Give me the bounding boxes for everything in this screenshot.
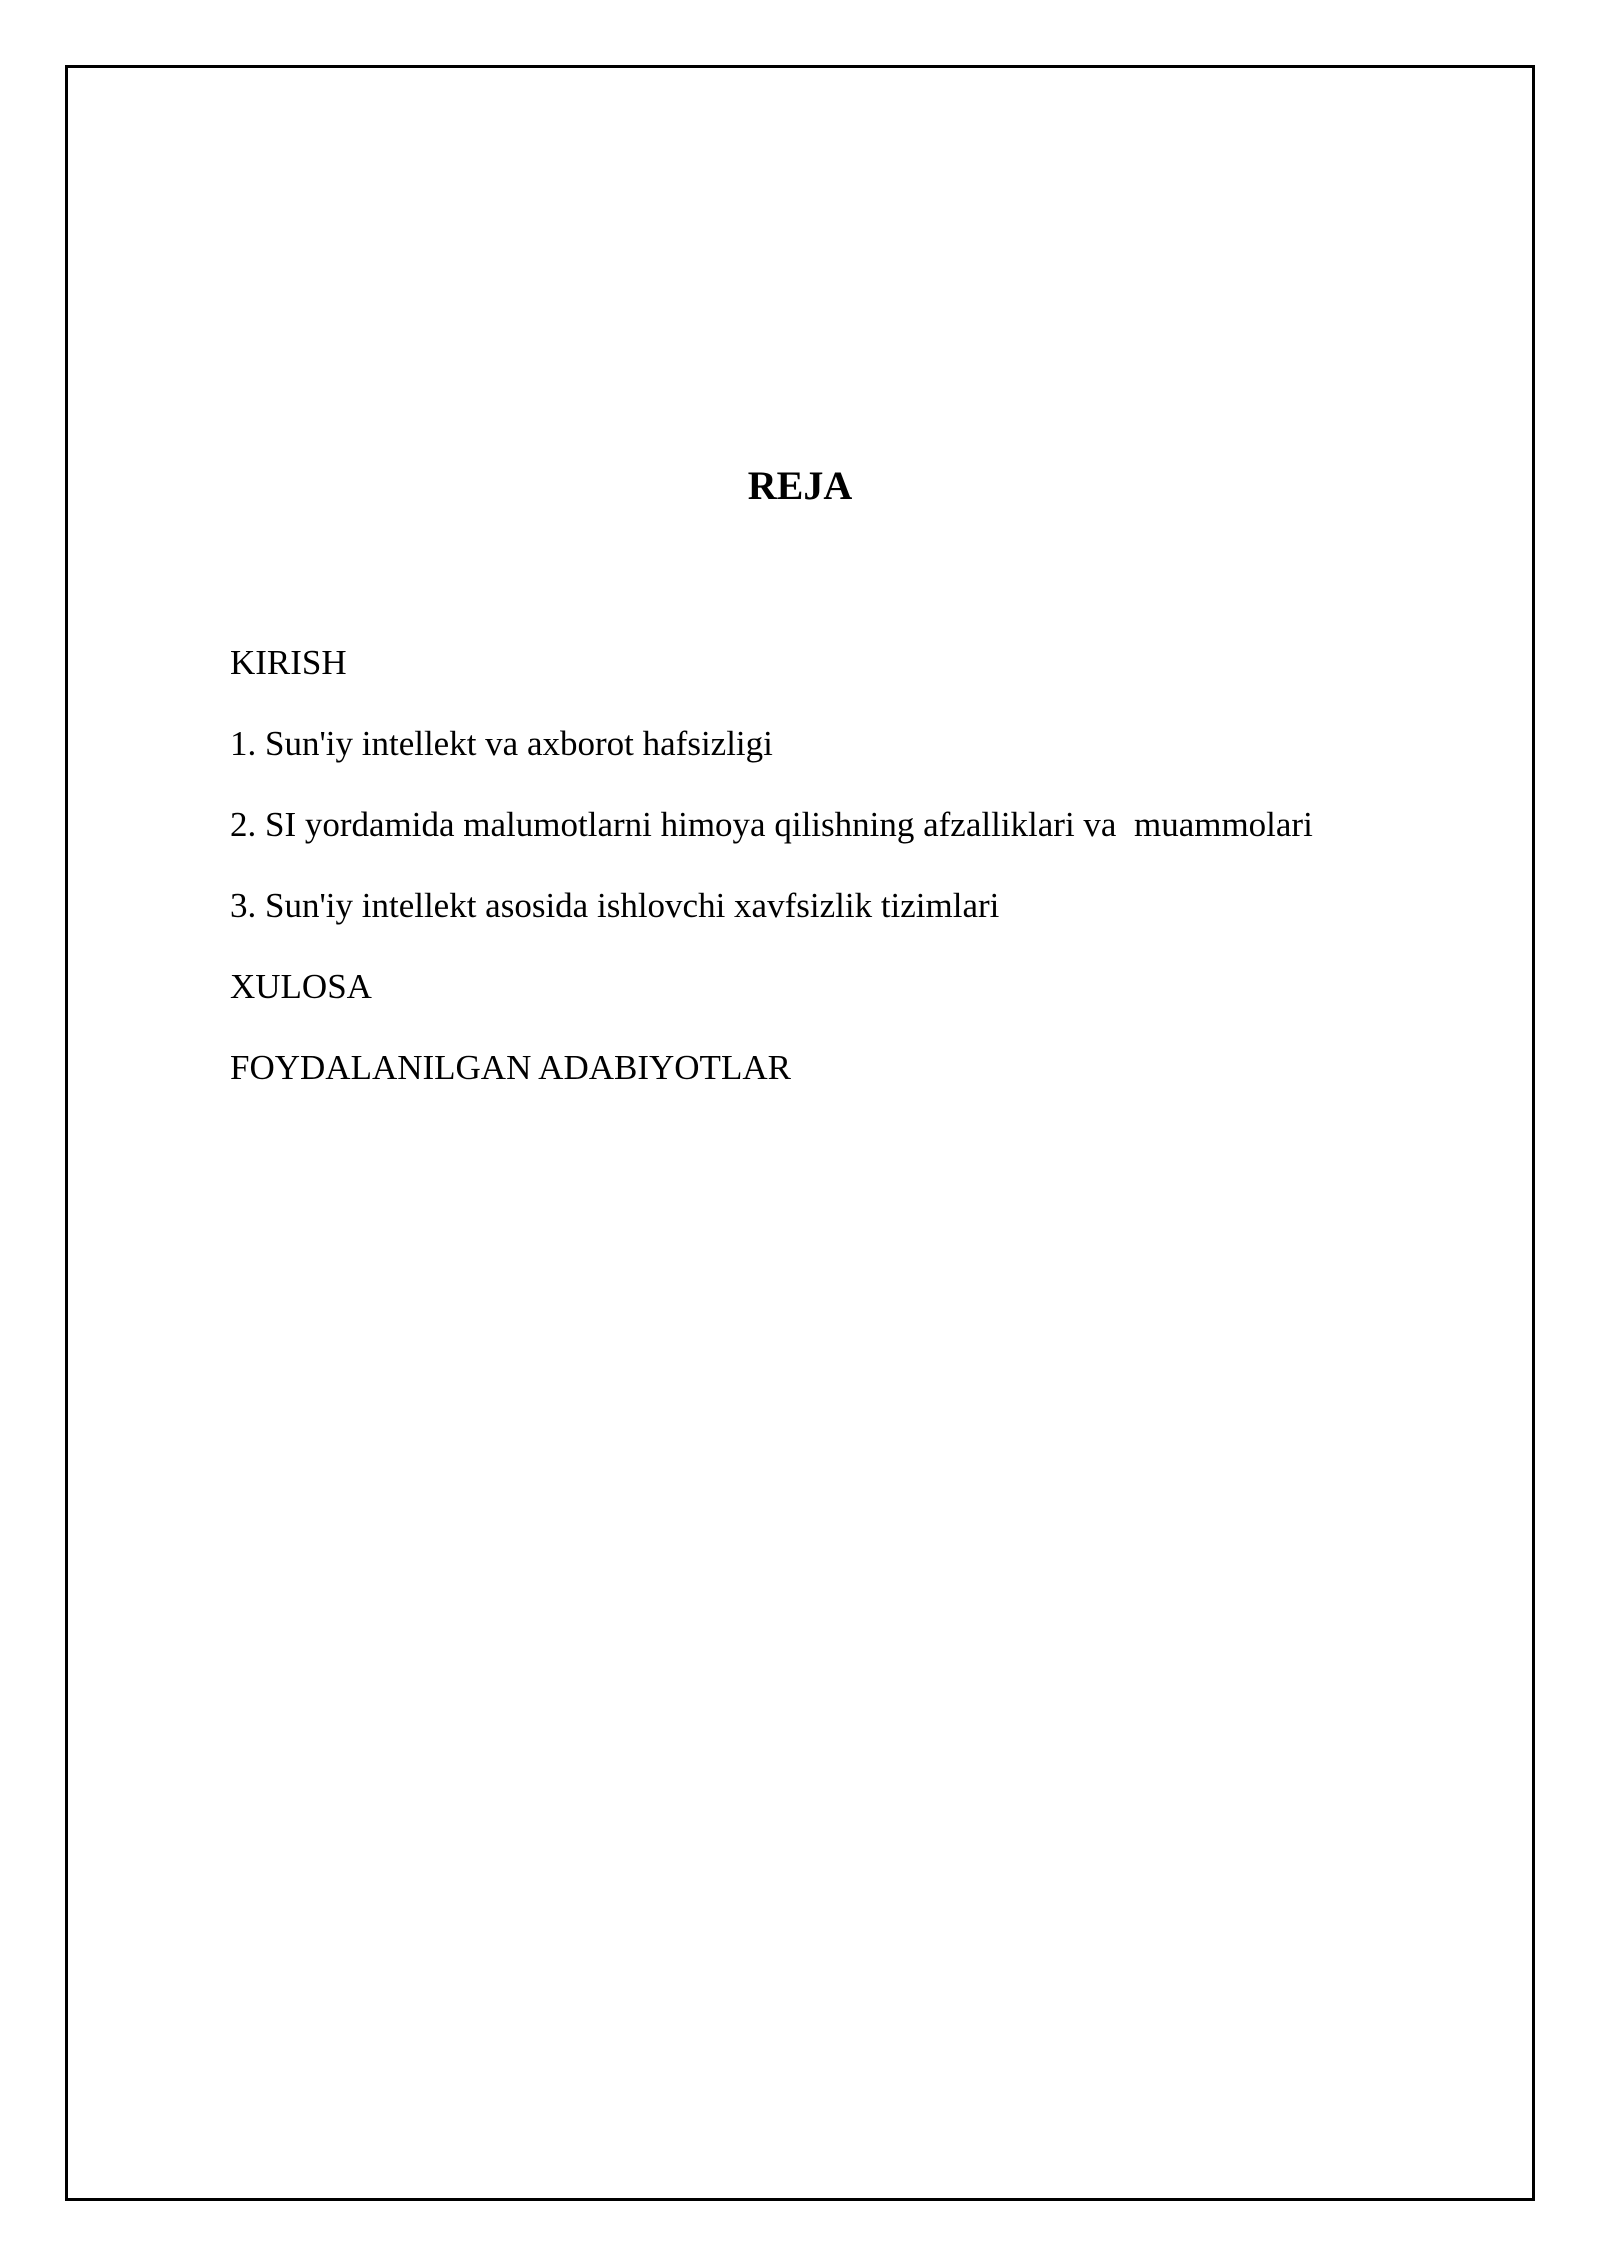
plan-item-conclusion: XULOSA <box>230 967 372 1006</box>
plan-item-2: 2. SI yordamida malumotlarni himoya qilishning afzalliklari va muammolari <box>230 805 1313 844</box>
page-border <box>65 65 1535 2201</box>
plan-item-1: 1. Sun'iy intellekt va axborot hafsizligi <box>230 724 773 763</box>
plan-item-introduction: KIRISH <box>230 643 347 682</box>
plan-item-3: 3. Sun'iy intellekt asosida ishlovchi xavfsizlik tizimlari <box>230 886 1000 925</box>
plan-list <box>230 640 1313 1126</box>
page-title: REJA <box>747 463 853 508</box>
plan-item-references: FOYDALANILGAN ADABIYOTLAR <box>230 1048 791 1087</box>
